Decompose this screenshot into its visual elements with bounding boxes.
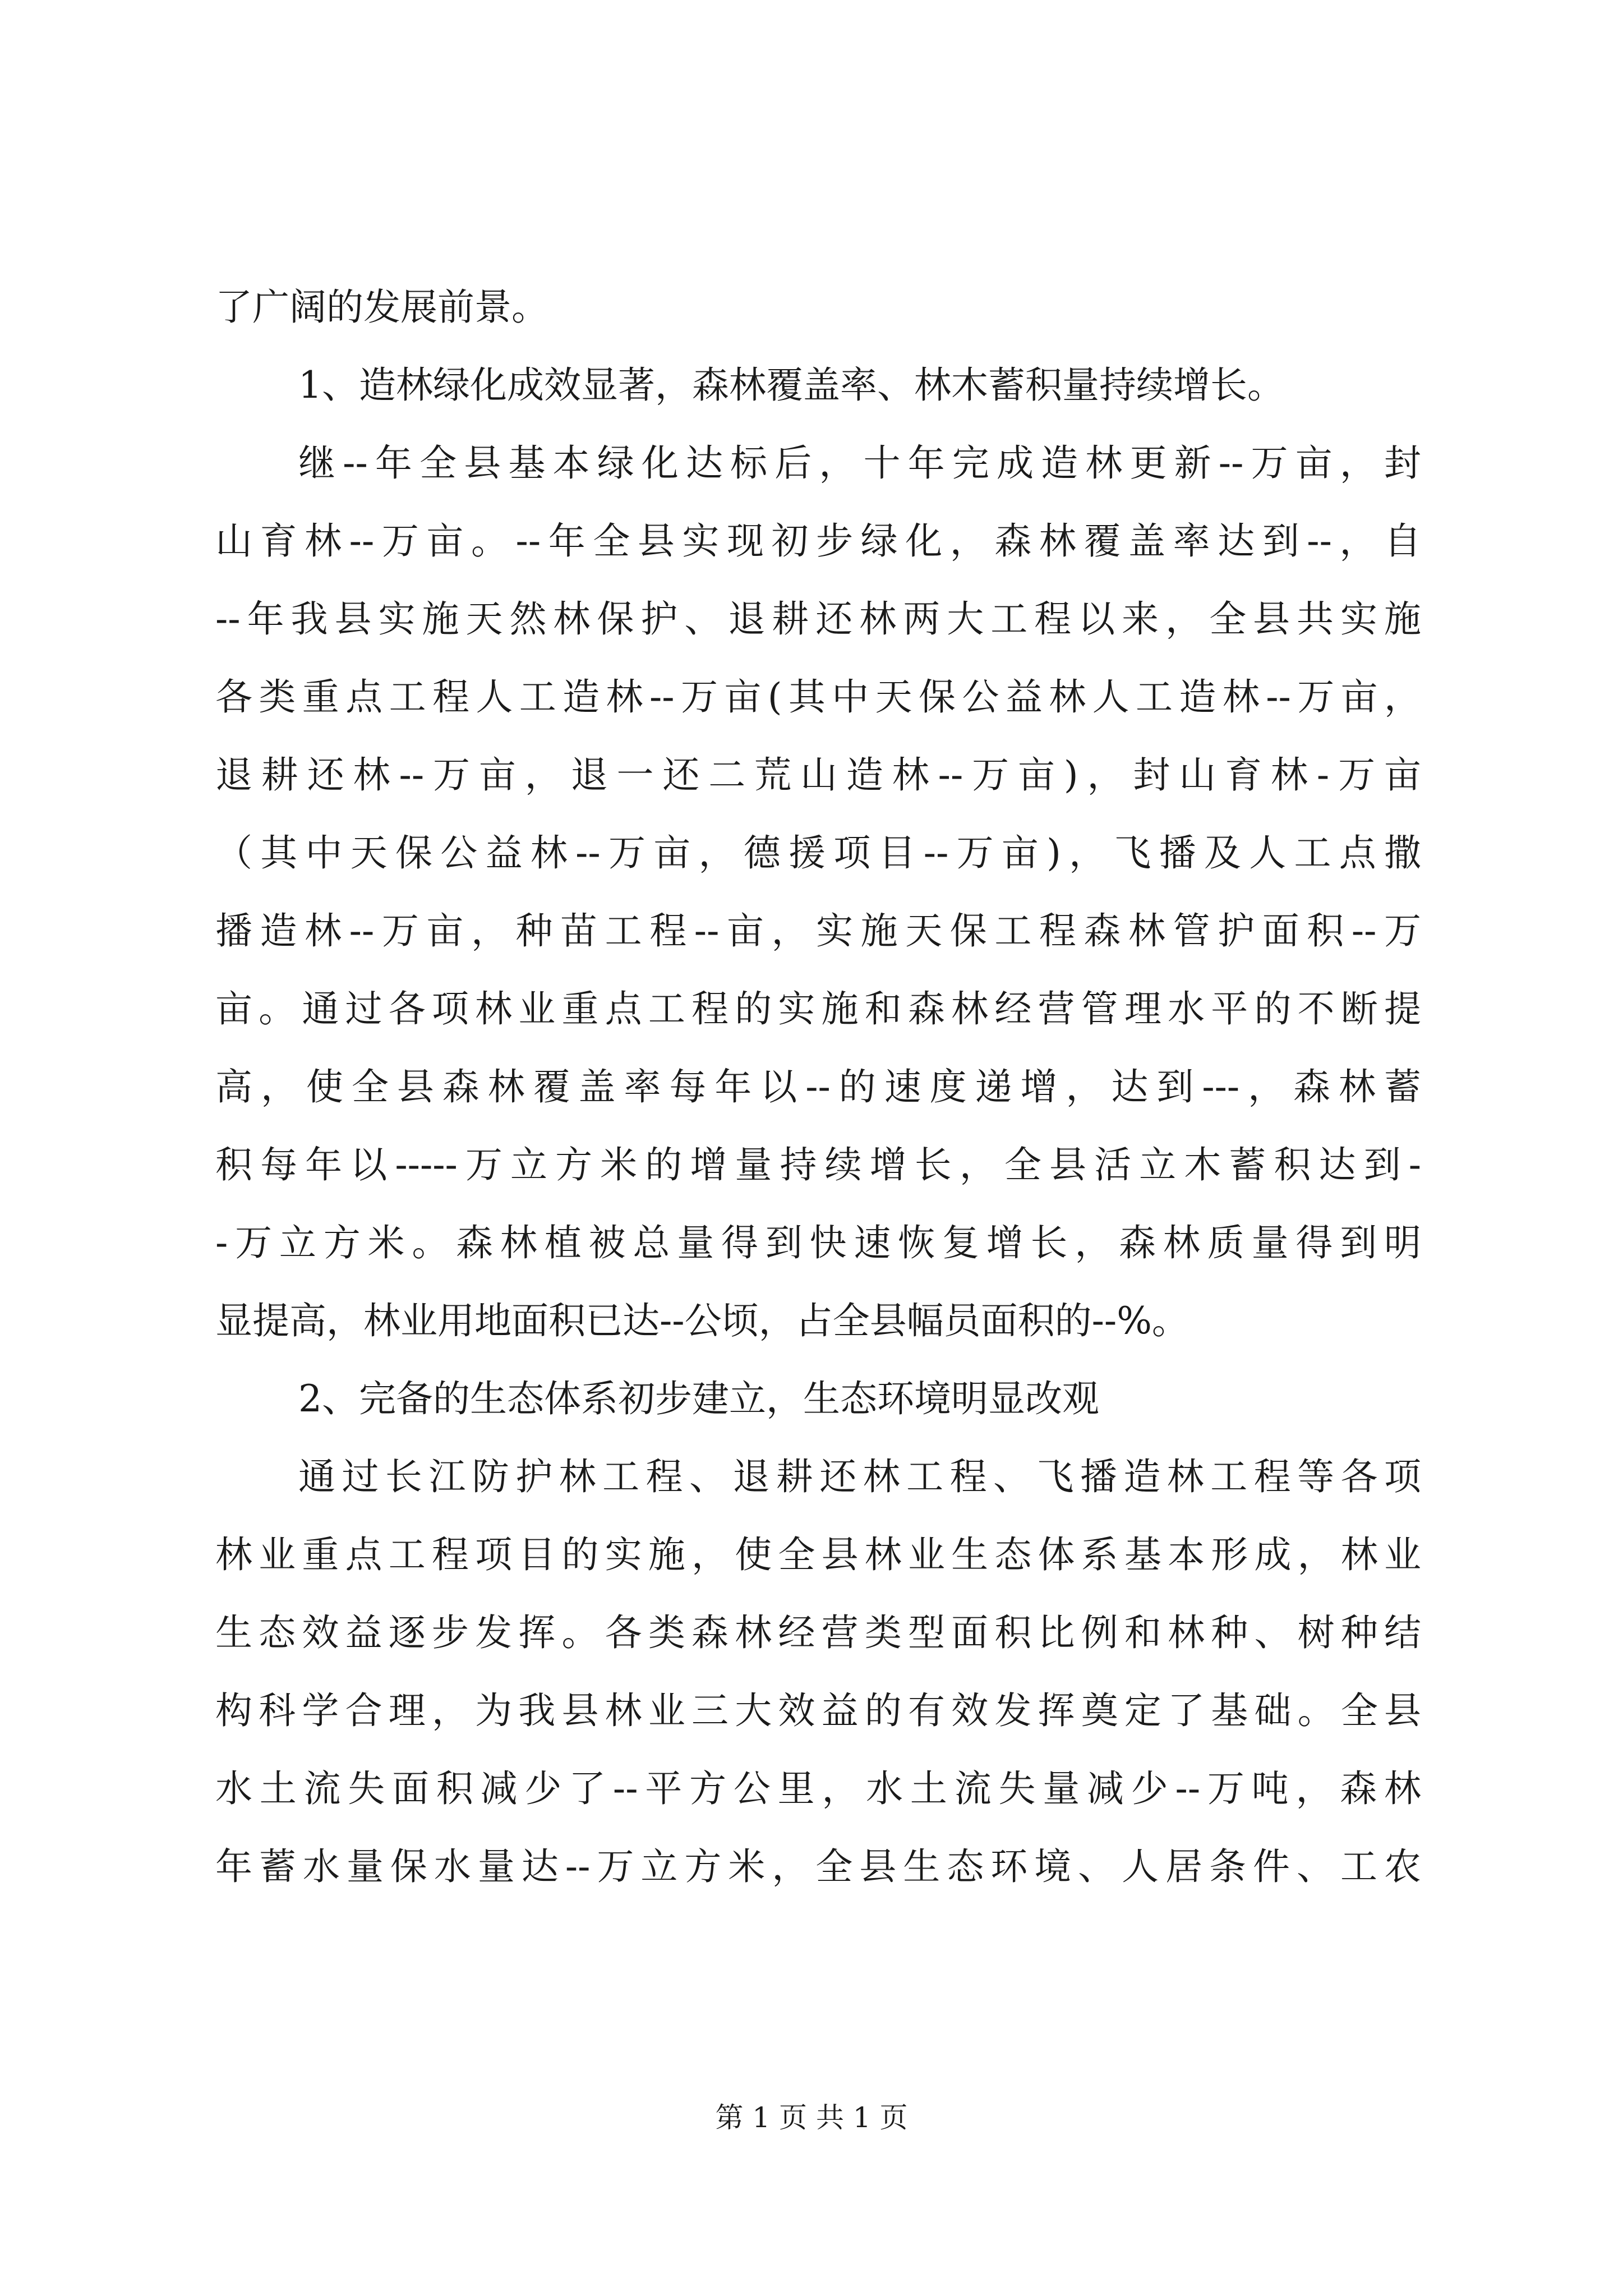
text-line: 各类重点工程人工造林--万亩(其中天保公益林人工造林--万亩，	[215, 675, 1421, 719]
text-line: 继--年全县基本绿化达标后，十年完成造林更新--万亩，封	[298, 441, 1421, 485]
text-line: 林业重点工程项目的实施，使全县林业生态体系基本形成，林业	[215, 1533, 1421, 1576]
text-line: 播造林--万亩，种苗工程--亩，实施天保工程森林管护面积--万	[215, 909, 1421, 953]
text-line: 水土流失面积减少了--平方公里，水土流失量减少--万吨，森林	[215, 1767, 1421, 1810]
text-line: 显提高，林业用地面积已达--公顷，占全县幅员面积的--%。	[215, 1299, 1189, 1342]
text-line: 积每年以-----万立方米的增量持续增长，全县活立木蓄积达到-	[215, 1143, 1421, 1186]
text-line: --年我县实施天然林保护、退耕还林两大工程以来，全县共实施	[215, 597, 1421, 641]
text-line: 构科学合理，为我县林业三大效益的有效发挥奠定了基础。全县	[215, 1689, 1421, 1732]
text-line: 山育林--万亩。--年全县实现初步绿化，森林覆盖率达到--，自	[215, 519, 1421, 563]
text-line: （其中天保公益林--万亩，德援项目--万亩)，飞播及人工点撒	[215, 831, 1421, 875]
text-line: -万立方米。森林植被总量得到快速恢复增长，森林质量得到明	[215, 1221, 1421, 1264]
text-line: 退耕还林--万亩，退一还二荒山造林--万亩)，封山育林-万亩	[215, 753, 1421, 797]
page-number-label: 第 1 页 共 1 页	[715, 2101, 908, 2134]
body-text	[215, 268, 1421, 1906]
text-line: 高，使全县森林覆盖率每年以--的速度递增，达到---，森林蓄	[215, 1065, 1421, 1108]
page-footer	[0, 2101, 1623, 2134]
text-line: 年蓄水量保水量达--万立方米，全县生态环境、人居条件、工农	[215, 1845, 1421, 1888]
text-line: 亩。通过各项林业重点工程的实施和森林经营管理水平的不断提	[215, 987, 1421, 1030]
text-line: 1、造林绿化成效显著，森林覆盖率、林木蓄积量持续增长。	[298, 364, 1284, 407]
text-line: 生态效益逐步发挥。各类森林经营类型面积比例和林种、树种结	[215, 1611, 1421, 1654]
text-line: 2、完备的生态体系初步建立，生态环境明显改观	[298, 1377, 1099, 1420]
text-line: 了广阔的发展前景。	[215, 286, 548, 329]
text-line: 通过长江防护林工程、退耕还林工程、飞播造林工程等各项	[298, 1455, 1421, 1498]
